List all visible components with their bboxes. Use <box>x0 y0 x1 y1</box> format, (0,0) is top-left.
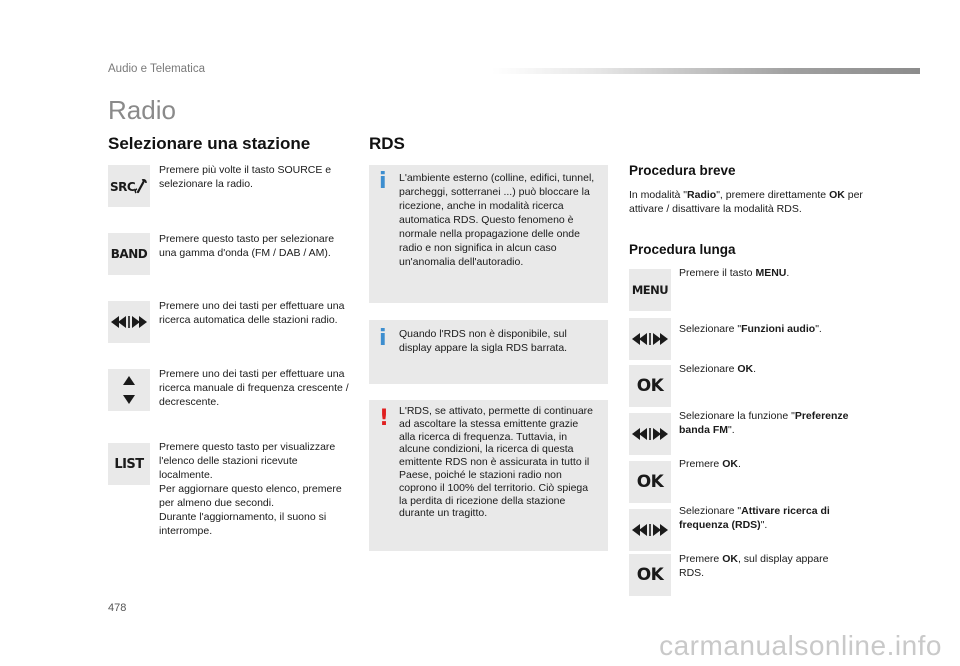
note-1-text: L'ambiente esterno (colline, edifici, tunnel, parcheggi, sotterranei ...) può bloccare la ricezione, anche in modalità ricerca automatica RDS. Questo fenomeno è normale nella propagazione delle onde radio e non significa in alcun caso un'anomalia dell'autoradio. <box>399 172 595 268</box>
short-procedure-title: Procedura breve <box>629 163 736 178</box>
long-procedure-title: Procedura lunga <box>629 242 736 257</box>
src-phone-icon <box>108 165 150 207</box>
seek-arrows-icon <box>629 413 671 455</box>
manual-seek-description: Premere uno dei tasti per effettuare una ricerca manuale di frequenza crescente / decrescente. <box>159 368 349 408</box>
ok-icon: OK <box>629 554 671 596</box>
svg-text:SRC: SRC <box>110 180 136 194</box>
seek-arrows-icon <box>108 301 150 343</box>
seek-arrows-icon <box>629 509 671 551</box>
header-divider <box>492 68 920 74</box>
info-icon: i <box>379 169 387 194</box>
menu-icon: MENU <box>629 269 671 311</box>
ok-icon: OK <box>629 461 671 503</box>
watermark: carmanualsonline.info <box>659 630 942 661</box>
auto-seek-description: Premere uno dei tasti per effettuare una ricerca automatica delle stazioni radio. <box>159 300 345 326</box>
long-step-1: Premere il tasto MENU. <box>679 267 790 279</box>
short-procedure-text: In modalità "Radio", premere direttamente OK per attivare / disattivare la modalità RDS. <box>629 189 863 215</box>
note-3-text: L'RDS, se attivato, permette di continuare ad ascoltare la stessa emittente grazie alla ricerca di frequenza. Tuttavia, in alcune condizioni, la ricerca di questa emittente RDS non è assicurata in tutto il Paese, poiché le stazioni radio non coprono il 100% del territorio. Ciò spiega la perdita di ricezione della stazione durante un tragitto. <box>399 405 594 520</box>
info-icon: i <box>379 326 387 351</box>
long-step-4: Selezionare la funzione "Preferenze banda FM". <box>679 410 849 436</box>
ok-icon: OK <box>629 365 671 407</box>
long-step-7: Premere OK, sul display appare RDS. <box>679 553 829 579</box>
up-down-arrows-icon <box>108 369 150 411</box>
long-step-2: Selezionare "Funzioni audio". <box>679 323 822 335</box>
page-title: Radio <box>108 95 176 125</box>
list-icon: LIST <box>108 443 150 485</box>
rds-title: RDS <box>369 134 405 153</box>
rds-info-note-2 <box>369 320 608 384</box>
select-station-title: Selezionare una stazione <box>108 134 311 153</box>
rds-info-note-1 <box>369 165 608 303</box>
band-description: Premere questo tasto per selezionare una gamma d'onda (FM / DAB / AM). <box>159 233 335 259</box>
note-2-text: Quando l'RDS non è disponibile, sul display appare la sigla RDS barrata. <box>399 328 568 354</box>
list-description: Premere questo tasto per visualizzare l'elenco delle stazioni ricevute localmente. Per aggiornare questo elenco, premere per almeno due secondi. Durante l'aggiornamento, il suono si interrompe. <box>159 441 342 537</box>
seek-arrows-icon <box>629 318 671 360</box>
warning-icon: ! <box>379 406 390 431</box>
section-header: Audio e Telematica <box>108 63 205 75</box>
long-step-3: Selezionare OK. <box>679 363 757 375</box>
band-icon: BAND <box>108 233 150 275</box>
rds-warning-note <box>369 400 608 551</box>
long-step-5: Premere OK. <box>679 458 741 470</box>
src-description: Premere più volte il tasto SOURCE e selezionare la radio. <box>159 164 332 190</box>
long-step-6: Selezionare "Attivare ricerca di frequenza (RDS)". <box>679 505 830 531</box>
page-number: 478 <box>108 602 127 614</box>
